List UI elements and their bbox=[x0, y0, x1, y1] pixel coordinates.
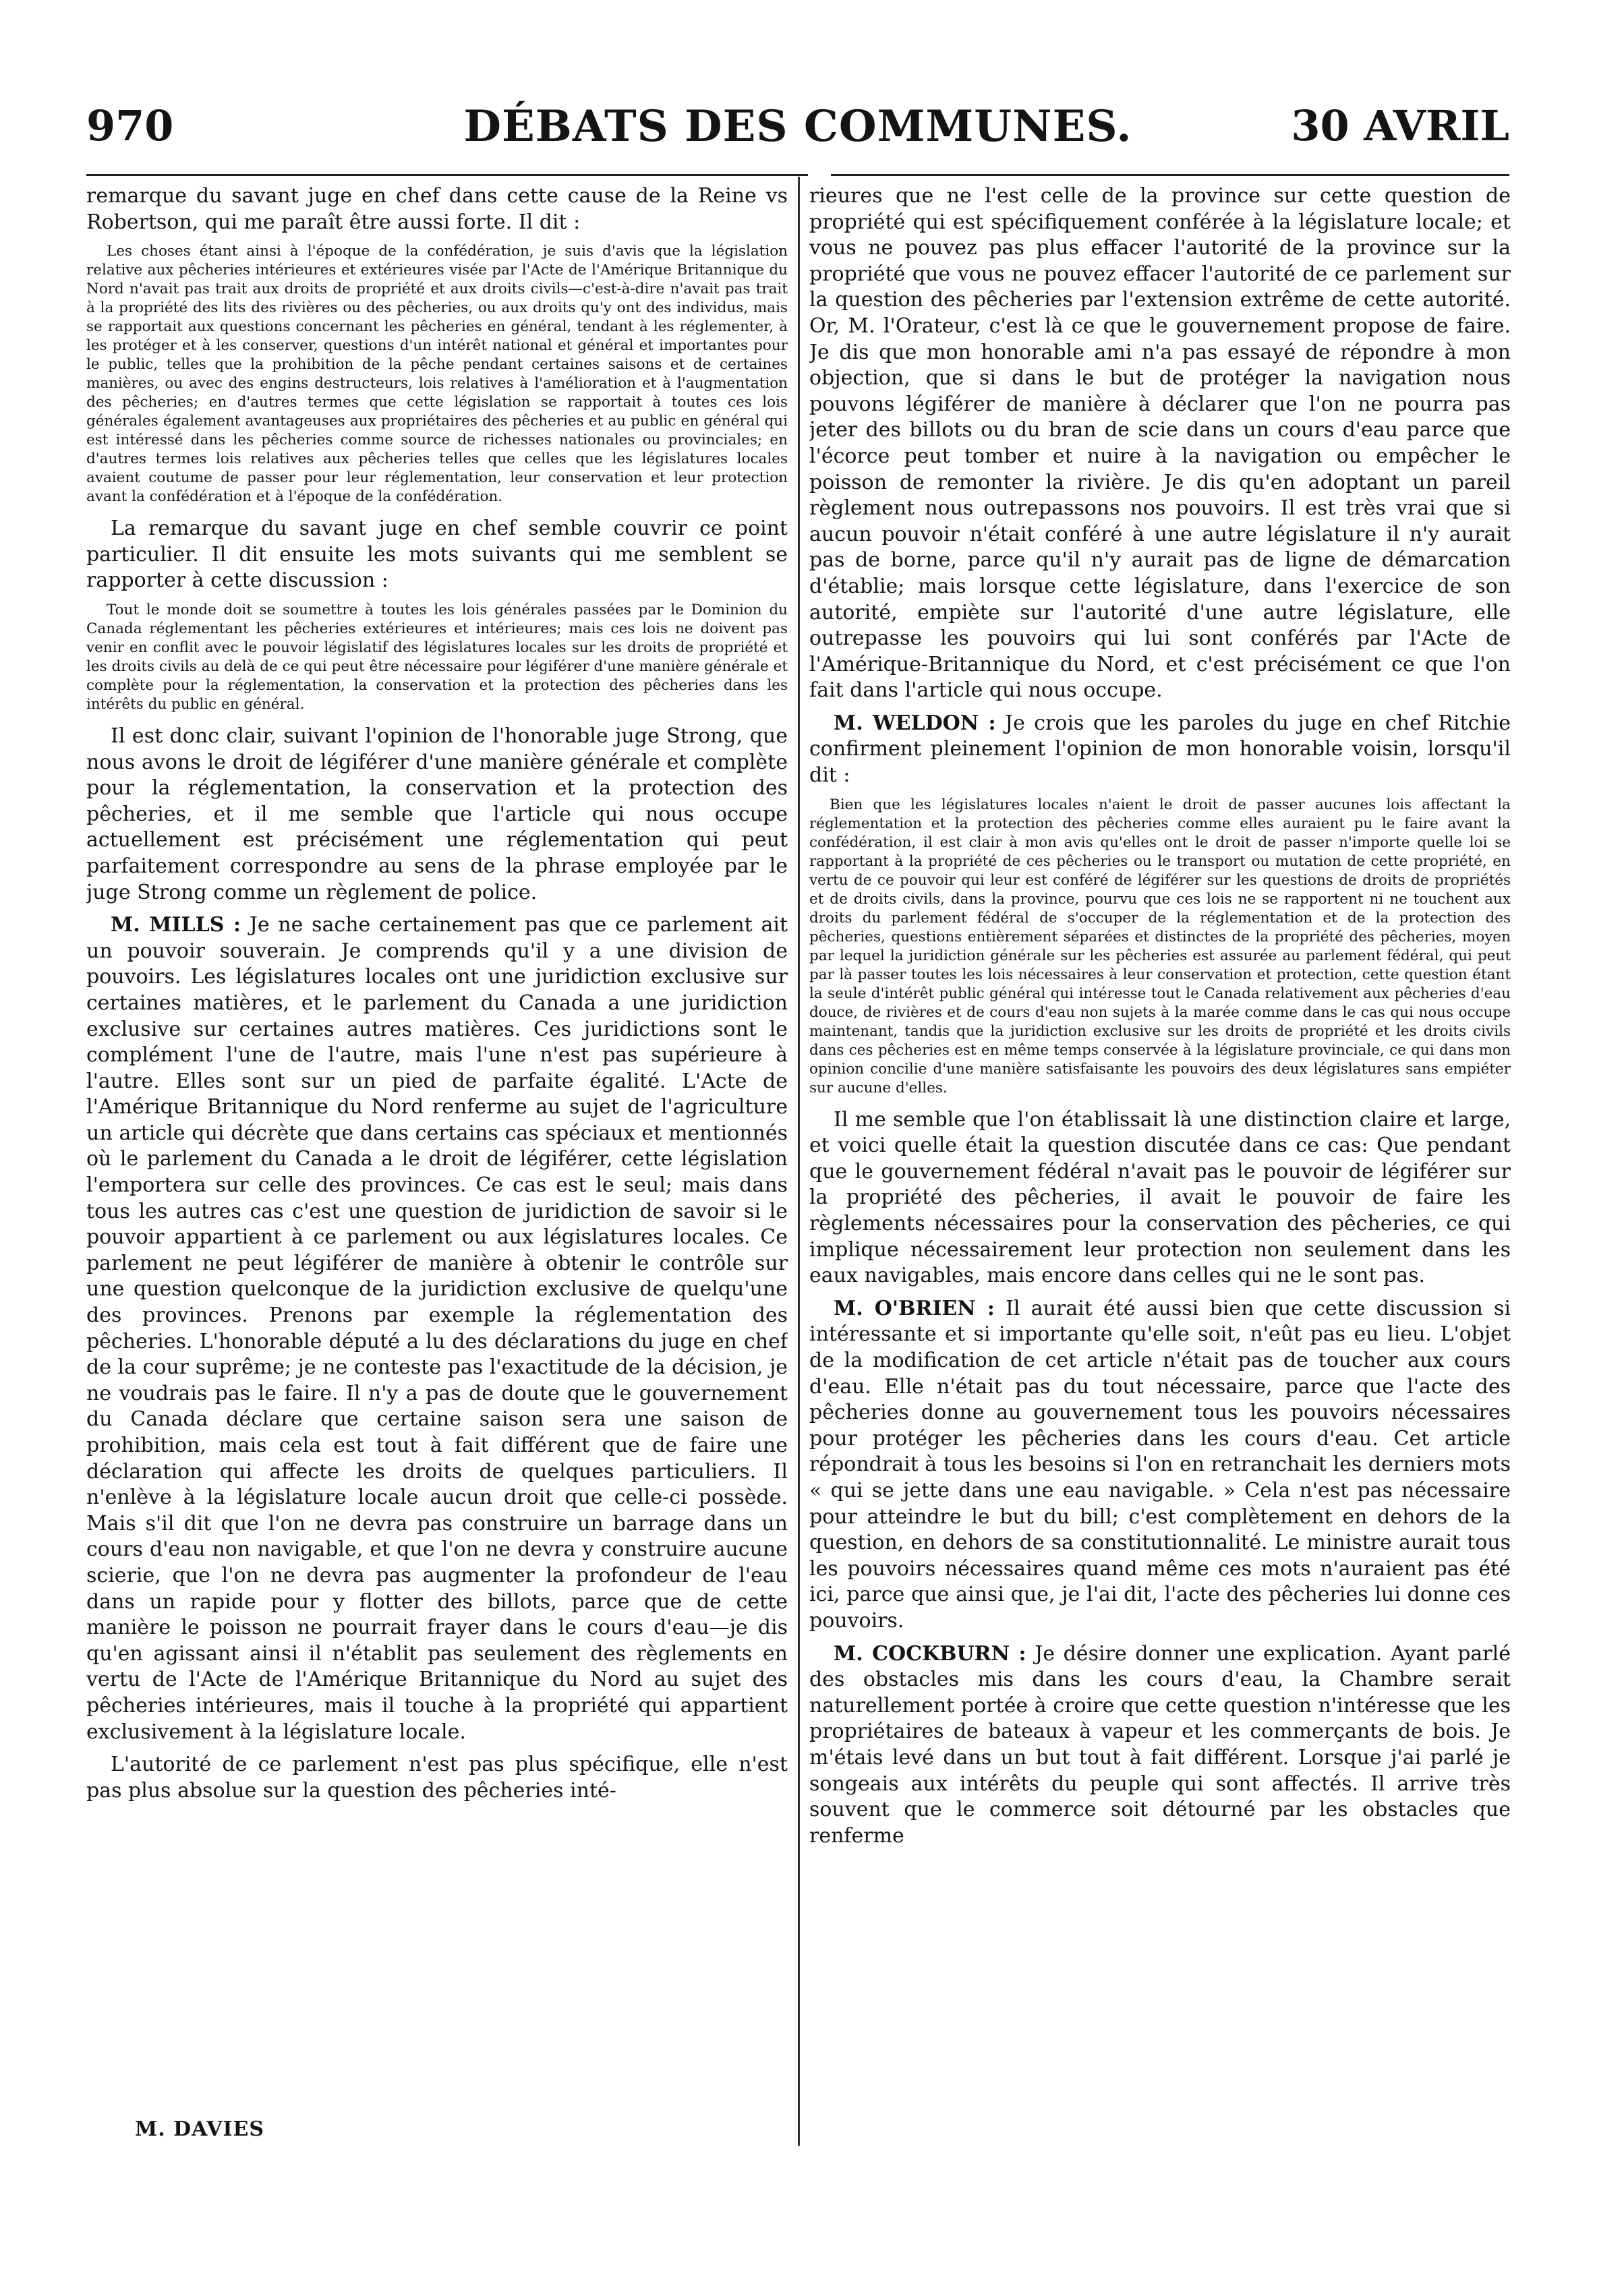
left-column bbox=[86, 183, 788, 2173]
speaker-obrien: M. O'BRIEN : bbox=[834, 1296, 995, 1320]
footer-name: M. DAVIES bbox=[135, 2117, 265, 2141]
right-quote-1: Bien que les législatures locales n'aient le droit de passer aucunes lois affectant la réglementation et la protection des pêcheries comme elles auraient pu le faire avant la confédération, il est clair à mon avis qu'elles ont le droit de passer n'importe quelle loi se rapportant à la propriété de ces pêcheries ou le transport ou mutation de cette propriété, en vertu de ce pouvoir qui leur est conféré de légiférer sur les questions de droits de propriétés et de droits civils, dans la province, pourvu que ces lois ne se rapportent ni ne touchent aux droits du parlement fédéral de s'occuper de la réglementation et de la protection des pêcheries, questions entièrement séparées et distinctes de la propriété des pêcheries, moyen par lequel la juridiction générale sur les pêcheries est assurée au parlement fédéral, qui peut par là passer toutes les lois nécessaires à leur conservation et protection, cette question étant la seule d'intérêt public général qui intéresse tout le Canada relativement aux pêcheries d'eau douce, de rivières et de cours d'eau non sujets à la marée comme dans le cas qui nous occupe maintenant, tandis que la juridiction exclusive sur les droits de propriété et les droits civils dans ces pêcheries est en même temps conservée à la législature provinciale, ce qui dans mon opinion concilie d'une manière satisfaisante les pouvoirs des deux législatures sans empiéter sur aucune d'elles. bbox=[809, 796, 1511, 1096]
right-paragraph-cockburn bbox=[809, 1641, 1511, 1850]
speaker-mills: M. MILLS : bbox=[111, 913, 241, 937]
page-date: 30 AVRIL bbox=[1291, 101, 1509, 150]
left-paragraph-5: L'autorité de ce parlement n'est pas plus spécifique, elle n'est pas plus absolue sur la question des pêcheries inté- bbox=[86, 1753, 788, 1803]
weldon-speech: Je crois que les paroles du juge en chef Ritchie confirment pleinement l'opinion de mon honorable voisin, lorsqu'il dit : bbox=[809, 711, 1511, 788]
cockburn-speech: Je désire donner une explication. Ayant parlé des obstacles mis dans les cours d'eau, la Chambre serait naturellement portée à croire que cette question n'intéresse que les propriétaires de bateaux à vapeur et les commerçants de bois. Je m'étais levé dans un but tout à fait différent. Lorsque j'ai parlé je songeais aux intérêts du peuple qui sont affectés. Il arrive très souvent que le commerce soit détourné par les obstacles que renferme bbox=[809, 1641, 1511, 1848]
page-header bbox=[86, 101, 1509, 162]
header-rule-left bbox=[86, 174, 808, 176]
speaker-weldon: M. WELDON : bbox=[834, 711, 996, 735]
left-quote-1: Les choses étant ainsi à l'époque de la confédération, je suis d'avis que la législation relative aux pêcheries intérieures et extérieures visée par l'Acte de l'Amérique Britannique du Nord n'avait pas trait aux droits de propriété et aux droits civils—c'est-à-dire n'avait pas trait à la propriété des lits des rivières ou des pêcheries, ou aux droits qu'y ont des individus, mais se rapportait aux questions concernant les pêcheries en général, tendant à les réglementer, à les protéger et à les conserver, questions d'un intérêt national et général et importantes pour le public, telles que la prohibition de la pêche pendant certaines saisons et de certaines manières, ou avec des engins destructeurs, lois relatives à l'amélioration et à l'augmentation des pêcheries; en d'autres termes que cette législation se rapportait à toutes ces lois générales également avantageuses aux propriétaires des pêcheries et au public en général qui est intéressé dans les pêcheries comme source de richesses nationales ou provinciales; en d'autres termes lois relatives aux pêcheries telles que celles que les législatures locales avaient coutume de passer pour leur réglementation, leur conservation et leur protection avant la confédération et à l'époque de la confédération. bbox=[86, 243, 788, 506]
page-title: DÉBATS DES COMMUNES. bbox=[463, 101, 1132, 152]
right-paragraph-obrien bbox=[809, 1296, 1511, 1635]
left-paragraph-2: La remarque du savant juge en chef semble couvrir ce point particulier. Il dit ensuite les mots suivants qui me semblent se rapporter à cette discussion : bbox=[86, 517, 788, 593]
obrien-speech: Il aurait été aussi bien que cette discussion si intéressante et si importante qu'elle soit, n'eût pas eu lieu. L'objet de la modification de cet article n'était pas de toucher aux cours d'eau. Elle n'était pas du tout nécessaire, parce que l'acte des pêcheries donne au gouvernement tous les pouvoirs nécessaires pour protéger les pêcheries dans les cours d'eau. Cet article répondrait à tous les besoins si l'on en retranchait les derniers mots « qui se jette dans une eau navigable. » Cela n'est pas nécessaire pour atteindre le but du bill; c'est complètement en dehors de la question, en dehors de sa constitutionnalité. Le ministre aurait tous les pouvoirs nécessaires quand même ces mots n'auraient pas été ici, parce que ainsi que, je l'ai dit, l'acte des pêcheries lui donne ces pouvoirs. bbox=[809, 1296, 1511, 1633]
right-paragraph-3: Il me semble que l'on établissait là une distinction claire et large, et voici quelle était la question discutée dans ce cas: Que pendant que le gouvernement fédéral n'avait pas le pouvoir de légiférer sur la propriété des pêcheries, il avait le pouvoir de faire les règlements nécessaires pour la conservation des pêcheries, ce qui implique nécessairement leur protection non seulement dans les eaux navigables, mais encore dans celles qui ne le sont pas. bbox=[809, 1107, 1511, 1288]
speaker-cockburn: M. COCKBURN : bbox=[834, 1641, 1026, 1666]
right-column bbox=[809, 183, 1511, 2173]
header-rule-right bbox=[831, 174, 1509, 176]
column-divider bbox=[798, 177, 800, 2146]
left-quote-2: Tout le monde doit se soumettre à toutes les lois générales passées par le Dominion du Canada réglementant les pêcheries extérieures et intérieures; mais ces lois ne doivent pas venir en conflit avec le pouvoir législatif des législatures locales sur les droits de propriété et les droits civils au delà de ce qui peut être nécessaire pour légiférer d'une manière générale et complète pour la réglementation, la conservation et la protection des pêcheries dans les intérêts du public en général. bbox=[86, 601, 788, 713]
right-paragraph-1: rieures que ne l'est celle de la province sur cette question de propriété qui est spécifiquement conférée à la législature locale; et vous ne pouvez pas plus effacer l'autorité de la province sur la propriété que vous ne pouvez effacer l'autorité de ce parlement sur la question des pêcheries par l'extension extrême de cette autorité. Or, M. l'Orateur, c'est là ce que le gouvernement propose de faire. Je dis que mon honorable ami n'a pas essayé de répondre à mon objection, que si dans le but de protéger la navigation nous pouvons légiférer de manière à déclarer que l'on ne pourra pas jeter des billots ou du bran de scie dans un cours d'eau parce que l'écorce peut tomber et nuire à la navigation ou empêcher le poisson de remonter la rivière. Je dis qu'en adoptant un pareil règlement nous outrepassons nos pouvoirs. Il est très vrai que si aucun pouvoir n'était conféré à une autre législature il n'y aurait pas de borne, parce qu'il n'y aurait pas de ligne de démarcation d'établie; mais lorsque cette législature, dans l'exercice de son autorité, empiète sur l'autorité d'une autre législature, elle outrepasse les pouvoirs qui lui sont conférés par l'Acte de l'Amérique-Britannique du Nord, et c'est précisément ce que l'on fait dans l'article qui nous occupe. bbox=[809, 184, 1511, 703]
right-paragraph-weldon bbox=[809, 711, 1511, 789]
left-paragraph-mills bbox=[86, 912, 788, 1745]
left-paragraph-3: Il est donc clair, suivant l'opinion de l'honorable juge Strong, que nous avons le droit de légiférer d'une manière générale et complète pour la réglementation, la conservation et la protection des pêcheries, et il me semble que l'article qui nous occupe actuellement est précisément une réglementation qui peut parfaitement correspondre au sens de la phrase employée par le juge Strong comme un règlement de police. bbox=[86, 724, 788, 904]
left-paragraph-1: remarque du savant juge en chef dans cette cause de la Reine vs Robertson, qui me paraît être aussi forte. Il dit : bbox=[86, 184, 788, 234]
mills-speech: Je ne sache certainement pas que ce parlement ait un pouvoir souverain. Je comprends qu'il y a une division de pouvoirs. Les législatures locales ont une juridiction exclusive sur certaines matières, et le parlement du Canada a une juridiction exclusive sur certaines autres matières. Ces juridictions sont le complément l'une de l'autre, mais l'une n'est pas supérieure à l'autre. Elles sont sur un pied de parfaite égalité. L'Acte de l'Amérique Britannique du Nord renferme au sujet de l'agriculture un article qui décrète que dans certains cas spéciaux et mentionnés où le parlement du Canada a le droit de légiférer, cette législation l'emportera sur celle des provinces. Ce cas est le seul; mais dans tous les autres cas c'est une question de juridiction de savoir si le pouvoir appartient à ce parlement ou aux législatures locales. Ce parlement ne peut légiférer de manière à obtenir le contrôle sur une question quelconque de la juridiction exclusive de quelqu'une des provinces. Prenons par exemple la réglementation des pêcheries. L'honorable député a lu des déclarations du juge en chef de la cour suprême; je ne conteste pas l'exactitude de la décision, je ne voudrais pas le faire. Il n'y a pas de doute que le gouvernement du Canada déclare que certaine saison sera une saison de prohibition, mais cela est tout à fait différent que de faire une déclaration qui affecte les droits de quelques particuliers. Il n'enlève à la législature locale aucun droit que celle-ci possède. Mais s'il dit que l'on ne devra pas construire un barrage dans un cours d'eau non navigable, et que l'on ne devra y construire aucune scierie, que l'on ne devra pas augmenter la profondeur de l'eau dans un rapide pour y flotter des billots, parce que de cette manière le poisson ne pourrait frayer dans le cours d'eau—je dis qu'en agissant ainsi il n'établit pas seulement des règlements en vertu de l'Acte de l'Amérique Britannique du Nord au sujet des pêcheries intérieures, mais il touche à la propriété qui appartient exclusivement à la législature locale. bbox=[86, 913, 788, 1744]
page-number: 970 bbox=[86, 101, 174, 150]
